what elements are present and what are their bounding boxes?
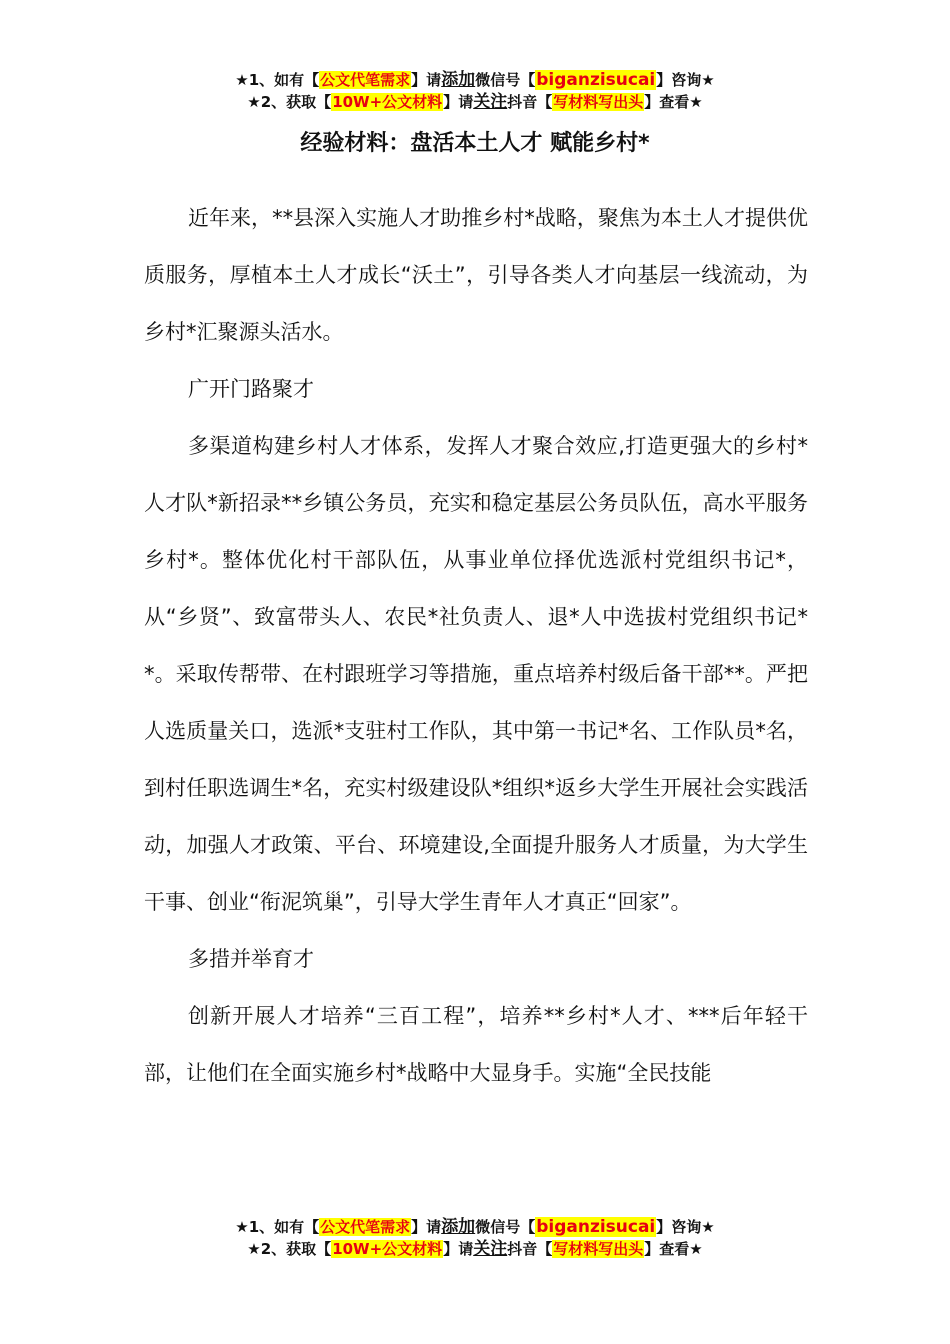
- section-heading-2: 多措并举育才: [188, 947, 314, 971]
- banner-line-2: ★2、获取【10W+公文材料】请关注抖音【写材料写出头】查看★: [247, 92, 703, 112]
- footer-line-1: ★1、如有【公文代笔需求】请添加微信号【biganzisucai】咨询★: [235, 1217, 715, 1237]
- highlight-service: 公文代笔需求: [320, 71, 411, 89]
- footer-banner: [0, 1216, 950, 1260]
- douyin-id: 写材料写出头: [553, 93, 644, 111]
- footer-highlight-service: 公文代笔需求: [320, 1218, 411, 1236]
- document-title: 经验材料：盘活本土人才 赋能乡村*: [300, 131, 650, 156]
- paragraph-intro: 近年来，**县深入实施人才助推乡村*战略，聚焦为本土人才提供优质服务，厚植本土人才成长“沃土”，引导各类人才向基层一线流动，为乡村*汇聚源头活水。: [144, 206, 808, 344]
- header-banner: [0, 69, 950, 113]
- document-body: [144, 190, 808, 1102]
- footer-line-2: ★2、获取【10W+公文材料】请关注抖音【写材料写出头】查看★: [247, 1239, 703, 1259]
- paragraph-section-2: 创新开展人才培养“三百工程”，培养**乡村*人才、***后年轻干部，让他们在全面实施乡村*战略中大显身手。实施“全民技能: [144, 1004, 808, 1085]
- footer-douyin-id: 写材料写出头: [553, 1240, 644, 1258]
- footer-highlight-materials: 10W+公文材料: [332, 1240, 443, 1258]
- highlight-materials: 10W+公文材料: [332, 93, 443, 111]
- section-heading-1: 广开门路聚才: [188, 377, 314, 401]
- paragraph-section-1: 多渠道构建乡村人才体系，发挥人才聚合效应,打造更强大的乡村*人才队*新招录**乡镇公务员，充实和稳定基层公务员队伍，高水平服务乡村*。整体优化村干部队伍，从事业单位择优选派村党组织书记*，从“乡贤”、致富带头人、农民*社负责人、退*人中选拔村党组织书记**。采取传帮带、在村跟班学习等措施，重点培养村级后备干部**。严把人选质量关口，选派*支驻村工作队，其中第一书记*名、工作队员*名，到村任职选调生*名，充实村级建设队*组织*返乡大学生开展社会实践活动，加强人才政策、平台、环境建设,全面提升服务人才质量，为大学生干事、创业“衔泥筑巢”，引导大学生青年人才真正“回家”。: [144, 434, 808, 914]
- banner-line-1: ★1、如有【公文代笔需求】请添加微信号【biganzisucai】咨询★: [235, 70, 715, 90]
- footer-wechat-id: biganzisucai: [536, 1217, 656, 1237]
- wechat-id: biganzisucai: [536, 70, 656, 90]
